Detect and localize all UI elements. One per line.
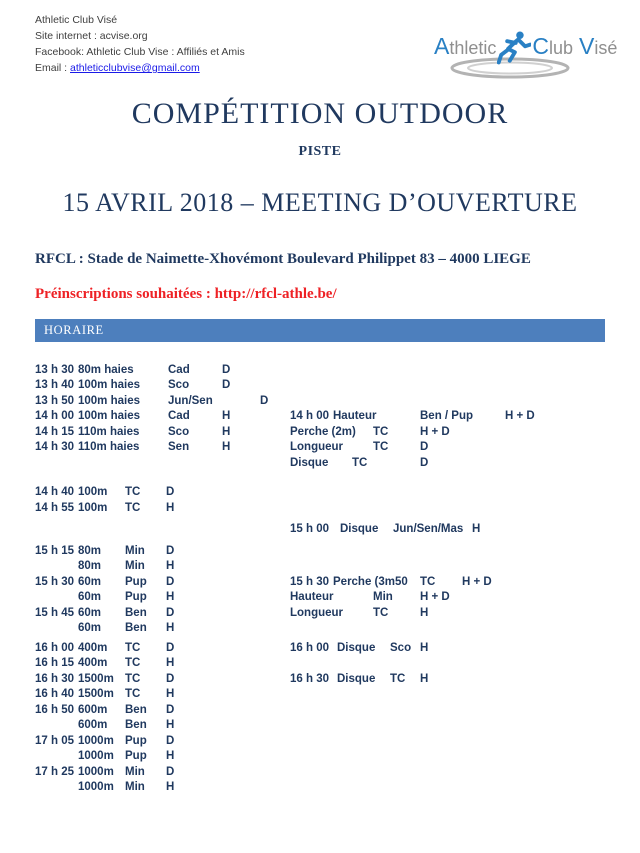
schedule-cell: TC	[352, 457, 368, 469]
schedule-cell: Cad	[168, 364, 190, 376]
schedule-cell: Hauteur	[290, 591, 334, 603]
schedule-cell: Perche (3m50	[333, 576, 408, 588]
schedule-cell: 15 h 30	[35, 576, 74, 588]
schedule-cell: 14 h 30	[35, 441, 74, 453]
schedule-cell: TC	[125, 486, 141, 498]
schedule-cell: 80m	[78, 560, 102, 572]
schedule-cell: Min	[125, 766, 145, 778]
schedule-cell: Disque	[290, 457, 329, 469]
schedule-cell: 1500m	[78, 673, 114, 685]
schedule-cell: H + D	[462, 576, 492, 588]
schedule-cell: 100m haies	[78, 379, 141, 391]
logo-letter: thletic	[449, 37, 497, 58]
schedule-cell: Min	[373, 591, 393, 603]
logo-letter: V	[579, 32, 595, 59]
schedule-cell: H	[472, 523, 481, 535]
schedule-cell: 600m	[78, 719, 108, 731]
email-label: Email :	[35, 62, 71, 74]
schedule-cell: H	[166, 622, 175, 634]
schedule-cell: Pup	[125, 576, 147, 588]
schedule-cell: 60m	[78, 576, 102, 588]
schedule-cell: H	[166, 657, 175, 669]
schedule-cell: 60m	[78, 591, 102, 603]
logo-letter: C	[532, 32, 549, 59]
schedule-cell: D	[222, 364, 231, 376]
schedule-cell: Hauteur	[333, 410, 377, 422]
preinscription-line: Préinscriptions souhaitées : http://rfcl-athle.be/	[35, 286, 337, 302]
schedule-cell: H	[166, 781, 175, 793]
schedule-cell: Jun/Sen	[168, 395, 213, 407]
horaire-label: HORAIRE	[44, 323, 104, 337]
schedule-cell: 600m	[78, 704, 108, 716]
schedule-cell: H + D	[505, 410, 535, 422]
schedule-cell: 13 h 30	[35, 364, 74, 376]
schedule-cell: Min	[125, 781, 145, 793]
schedule-cell: H	[420, 673, 429, 685]
schedule-cell: 16 h 30	[290, 673, 329, 685]
schedule-cell: D	[166, 766, 175, 778]
schedule-cell: TC	[125, 642, 141, 654]
schedule-cell: Pup	[125, 735, 147, 747]
schedule-cell: 14 h 40	[35, 486, 74, 498]
schedule-cell: Perche (2m)	[290, 426, 356, 438]
schedule-cell: 1000m	[78, 781, 114, 793]
schedule-cell: H	[166, 719, 175, 731]
schedule-cell: H	[166, 591, 175, 603]
schedule-cell: 400m	[78, 657, 108, 669]
schedule-cell: D	[420, 457, 429, 469]
facebook-line: Facebook: Athletic Club Vise : Affiliés et Amis	[35, 46, 245, 58]
schedule-cell: D	[166, 704, 175, 716]
schedule-cell: TC	[125, 657, 141, 669]
schedule-cell: D	[420, 441, 429, 453]
schedule-cell: Disque	[340, 523, 379, 535]
schedule-cell: 15 h 45	[35, 607, 74, 619]
schedule-cell: 17 h 05	[35, 735, 74, 747]
schedule-cell: 100m haies	[78, 395, 141, 407]
schedule-cell: 16 h 40	[35, 688, 74, 700]
schedule-cell: 15 h 00	[290, 523, 329, 535]
runner-icon	[497, 30, 531, 66]
schedule-cell: Ben	[125, 622, 147, 634]
schedule-cell: 14 h 15	[35, 426, 74, 438]
schedule-cell: D	[166, 545, 175, 557]
schedule-cell: 14 h 00	[290, 410, 329, 422]
schedule-cell: 16 h 30	[35, 673, 74, 685]
schedule-cell: 16 h 00	[35, 642, 74, 654]
schedule-cell: 13 h 40	[35, 379, 74, 391]
schedule-cell: 1000m	[78, 750, 114, 762]
subtitle-piste: PISTE	[298, 144, 342, 159]
schedule-cell: TC	[420, 576, 436, 588]
schedule-cell: 100m	[78, 502, 108, 514]
schedule-cell: H + D	[420, 426, 450, 438]
schedule-cell: 400m	[78, 642, 108, 654]
schedule-cell: D	[166, 607, 175, 619]
schedule-cell: H	[166, 502, 175, 514]
email-link[interactable]: athleticclubvise@gmail.com	[70, 62, 200, 74]
schedule-cell: D	[166, 673, 175, 685]
schedule-cell: 16 h 50	[35, 704, 74, 716]
schedule-cell: 15 h 15	[35, 545, 74, 557]
schedule-cell: H	[166, 688, 175, 700]
schedule-cell: Ben / Pup	[420, 410, 474, 422]
schedule-cell: 17 h 25	[35, 766, 74, 778]
schedule-cell: 1000m	[78, 735, 114, 747]
schedule-cell: TC	[125, 688, 141, 700]
venue-line: RFCL : Stade de Naimette-Xhovémont Boulevard Philippet 83 – 4000 LIEGE	[35, 251, 531, 267]
schedule-cell: Ben	[125, 607, 147, 619]
schedule-cell: H	[222, 441, 231, 453]
schedule-cell: 16 h 15	[35, 657, 74, 669]
schedule-cell: Longueur	[290, 441, 344, 453]
schedule-cell: Cad	[168, 410, 190, 422]
logo-letter: isé	[594, 37, 618, 58]
schedule-cell: H	[166, 750, 175, 762]
schedule-cell: TC	[125, 502, 141, 514]
schedule-cell: 14 h 55	[35, 502, 74, 514]
schedule-cell: Sco	[168, 379, 190, 391]
schedule-cell: 80m	[78, 545, 102, 557]
schedule-cell: H	[166, 560, 175, 572]
schedule-cell: 60m	[78, 607, 102, 619]
schedule-cell: D	[222, 379, 231, 391]
schedule-cell: 16 h 00	[290, 642, 329, 654]
main-title: COMPÉTITION OUTDOOR	[131, 97, 509, 130]
schedule-cell: H	[420, 642, 429, 654]
schedule-cell: TC	[125, 673, 141, 685]
club-name: Athletic Club Visé	[35, 14, 118, 26]
schedule-cell: 1000m	[78, 766, 114, 778]
schedule-cell: TC	[373, 441, 389, 453]
schedule-cell: Ben	[125, 704, 147, 716]
schedule-cell: 110m haies	[78, 441, 140, 453]
schedule-cell: 60m	[78, 622, 102, 634]
schedule-cell: Ben	[125, 719, 147, 731]
schedule-cell: 80m haies	[78, 364, 134, 376]
schedule-cell: D	[166, 735, 175, 747]
schedule-cell: D	[166, 576, 175, 588]
schedule-cell: 13 h 50	[35, 395, 74, 407]
schedule-cell: Longueur	[290, 607, 344, 619]
schedule-cell: H	[420, 607, 429, 619]
schedule-cell: Jun/Sen/Mas	[393, 523, 464, 535]
schedule-cell: 15 h 30	[290, 576, 329, 588]
schedule-cell: TC	[390, 673, 406, 685]
schedule-cell: 14 h 00	[35, 410, 74, 422]
schedule-cell: 100m	[78, 486, 108, 498]
schedule-cell: D	[260, 395, 269, 407]
schedule-cell: D	[166, 486, 175, 498]
logo-letter: A	[434, 32, 450, 59]
schedule-cell: Min	[125, 545, 145, 557]
schedule-cell: Sco	[168, 426, 190, 438]
schedule-cell: D	[166, 642, 175, 654]
schedule-cell: 110m haies	[78, 426, 140, 438]
website-line: Site internet : acvise.org	[35, 30, 148, 42]
schedule-cell: Pup	[125, 750, 147, 762]
schedule-cell: Min	[125, 560, 145, 572]
schedule-cell: Disque	[337, 673, 376, 685]
schedule-cell: Disque	[337, 642, 376, 654]
schedule-cell: Pup	[125, 591, 147, 603]
schedule-cell: 1500m	[78, 688, 114, 700]
logo-letter: lub	[549, 37, 574, 58]
schedule-cell: H	[222, 426, 231, 438]
schedule-cell: Sco	[390, 642, 412, 654]
schedule-cell: 100m haies	[78, 410, 141, 422]
schedule-cell: H	[222, 410, 231, 422]
schedule-cell: Sen	[168, 441, 190, 453]
schedule-cell: H + D	[420, 591, 450, 603]
event-date-title: 15 AVRIL 2018 – MEETING D’OUVERTURE	[62, 188, 578, 217]
schedule-cell: TC	[373, 426, 389, 438]
schedule-cell: TC	[373, 607, 389, 619]
